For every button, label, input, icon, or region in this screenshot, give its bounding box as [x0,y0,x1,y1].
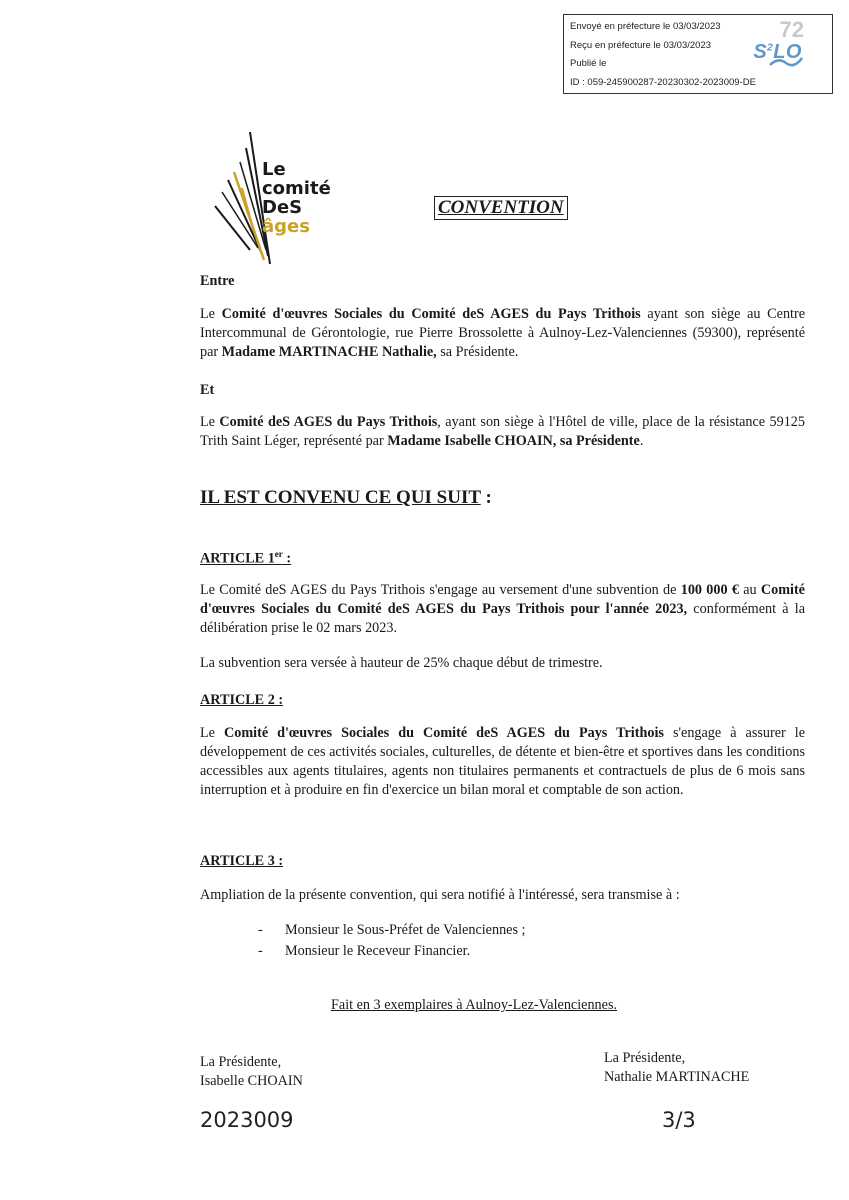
signature-right [604,1049,749,1087]
party2-pre: Le [200,414,220,430]
agreement-heading-suffix: : [480,487,492,508]
party2-name: Comité deS AGES du Pays Trithois [219,414,438,430]
bullet-dash: - [258,943,263,959]
article1-text-pre: Le Comité deS AGES du Pays Trithois s'engage au versement d'une subvention de [200,582,681,598]
subsidy-beneficiary: Comité d'œuvres Sociales du Comité deS AGES du Pays Trithois pour l'année 2023, [200,582,805,617]
bullet-dash: - [258,922,263,938]
article3-title: ARTICLE 3 : [200,853,284,869]
party1-representative: Madame MARTINACHE Nathalie, [221,344,437,360]
signature-right-role: La Présidente, [604,1050,686,1066]
stamp-id: ID : 059-245900287-20230302-2023009-DE [570,77,756,88]
document-title: CONVENTION [434,196,568,220]
article2-post: s'engage à assurer le développement de ces activités sociales, culturelles, de détente et bien-être et sportives dans les conditions accessibles aux agents titulaires, agents non titulaires permanents et contractuels de plus de 6 mois sans interruption et à produire en fin d'exercice un bilan moral et comptable de son action. [200,725,805,798]
party2-post: . [639,433,644,449]
logo-word-le: Le [262,159,286,180]
article1-paragraph1 [200,581,805,638]
logo-word-comite: comité [262,178,331,199]
stamp-published: Publié le [570,58,607,69]
prefecture-stamp [563,14,833,94]
logo-word-ages: âges [262,216,310,237]
logo-wordmark [262,160,331,236]
signature-left-name: Isabelle CHOAIN [200,1073,303,1089]
article1-title-suffix: : [282,550,292,567]
logo-word-des: DeS [262,197,303,218]
recipient-text: Monsieur le Receveur Financier. [285,943,471,959]
slo-swoosh-icon [768,55,804,69]
signature-left [200,1053,303,1091]
deliberation-reference: 2023009 [200,1108,294,1132]
stamp-sent-date: Envoyé en préfecture le 03/03/2023 [570,21,721,32]
article1-text-mid: au [738,582,761,598]
subsidy-amount: 100 000 € [680,582,739,598]
signature-right-name: Nathalie MARTINACHE [604,1069,750,1085]
agreement-heading-text: IL EST CONVENU CE QUI SUIT [200,487,481,508]
article2-name: Comité d'œuvres Sociales du Comité deS AGES du Pays Trithois [224,725,664,741]
article1-title-text: ARTICLE 1 [200,550,275,567]
party1-paragraph [200,305,805,362]
article2-pre: Le [200,725,224,741]
et-label: Et [200,382,215,398]
page-number: 3/3 [662,1108,696,1132]
stamp-received-date: Reçu en préfecture le 03/03/2023 [570,40,712,51]
recipient-item [258,943,470,960]
party2-paragraph [200,413,805,451]
entre-label: Entre [200,273,235,289]
article1-text-post: conformément à la délibération prise le 02 mars 2023. [200,601,805,636]
article3-intro: Ampliation de la présente convention, qui sera notifié à l'intéressé, sera transmise à : [200,887,680,903]
article1-paragraph2: La subvention sera versée à hauteur de 25% chaque début de trimestre. [200,655,603,671]
agreement-heading [200,487,492,509]
party2-representative: Madame Isabelle CHOAIN, sa Présidente [387,433,640,449]
place-of-signature: Fait en 3 exemplaires à Aulnoy-Lez-Valenciennes. [331,997,618,1013]
article1-title [200,549,291,568]
signature-left-role: La Présidente, [200,1054,282,1070]
slo-logo: $S^2LO$ [753,41,802,63]
party2-mid: , ayant son siège à l'Hôtel de ville, place de la résistance 59125 Trith Saint Léger, représenté par [200,414,805,449]
recipient-item [258,922,525,939]
party1-mid: ayant son siège au Centre Intercommunal de Gérontologie, rue Pierre Brossolette à Aulnoy-Lez-Valenciennes (59300), représenté par [200,306,805,360]
article1-title-sup: er [274,549,283,559]
article2-title: ARTICLE 2 : [200,692,284,708]
stamp-number: 72 [779,17,804,42]
article2-paragraph [200,724,805,800]
party1-post: sa Présidente. [436,344,519,360]
recipient-text: Monsieur le Sous-Préfet de Valenciennes ; [285,922,526,938]
party1-name: Comité d'œuvres Sociales du Comité deS AGES du Pays Trithois [221,306,641,322]
party1-pre: Le [200,306,222,322]
